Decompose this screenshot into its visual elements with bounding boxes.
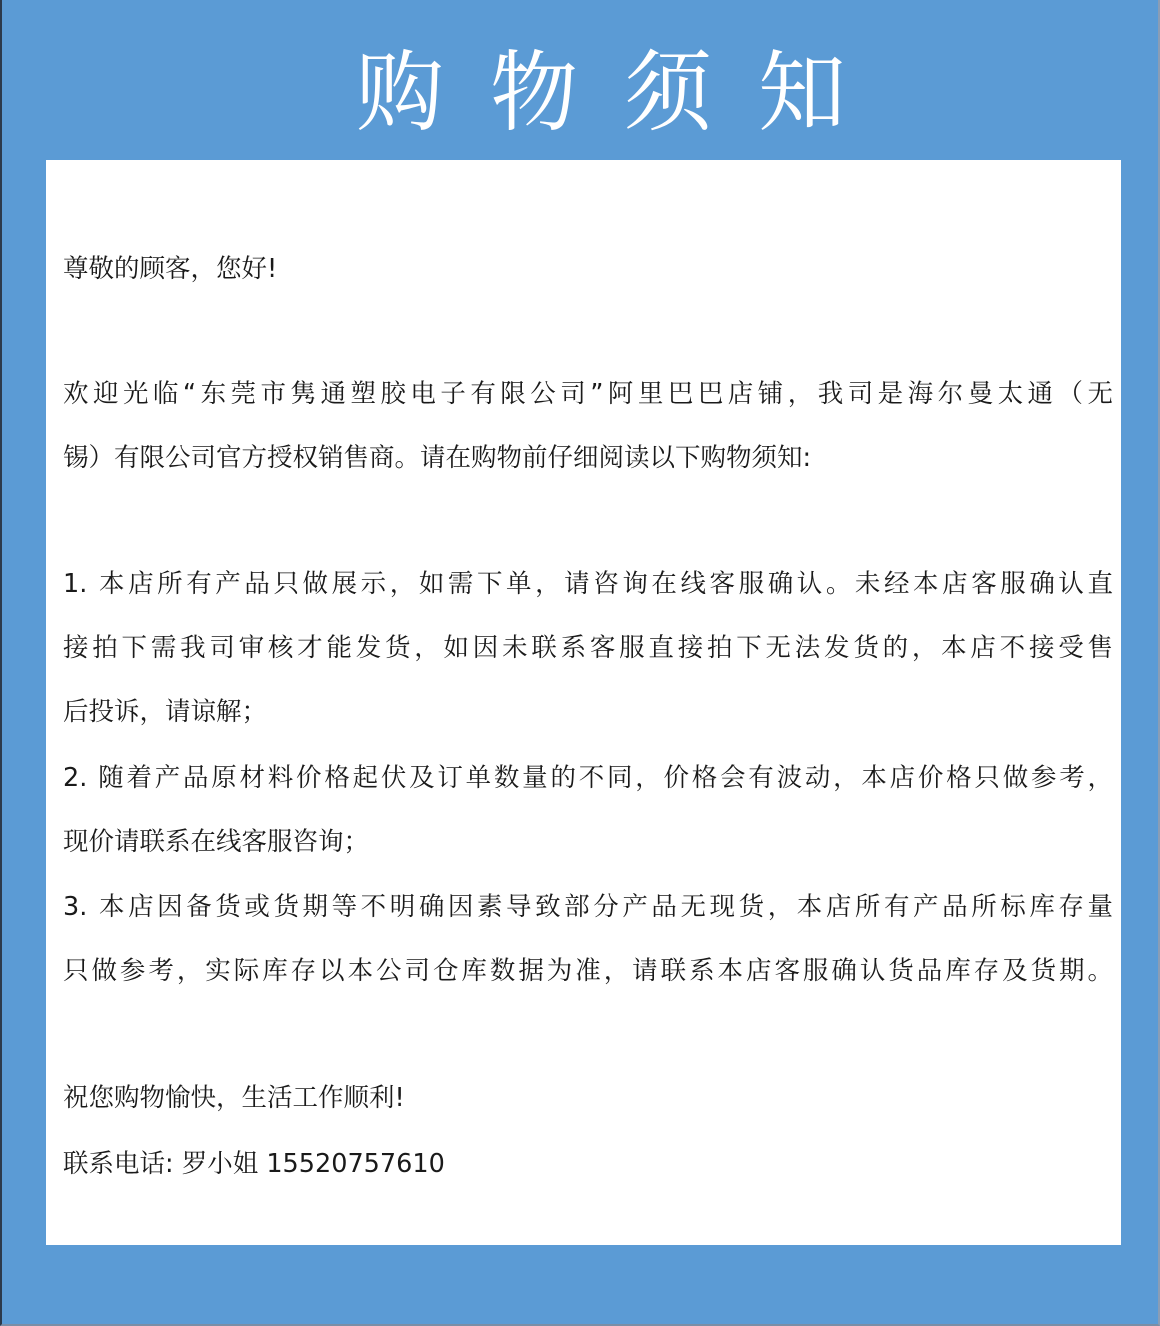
greeting-text: 尊敬的顾客，您好!	[63, 254, 278, 284]
notice-line: 后投诉，请谅解；	[63, 697, 268, 727]
notice-line: 接拍下需我司审核才能发货，如因未联系客服直接拍下无法发货的，本店不接受售	[63, 633, 1113, 663]
notice-line: 现价请联系在线客服咨询；	[63, 827, 370, 857]
notice-line: 只做参考，实际库存以本公司仓库数据为准，请联系本店客服确认货品库存及货期。	[63, 956, 1113, 986]
closing-wish	[63, 1066, 1113, 1130]
notice-line: 2. 随着产品原材料价格起伏及订单数量的不同，价格会有波动，本店价格只做参考，	[63, 763, 1113, 793]
notice-item-3	[63, 875, 1113, 1003]
contact-phone: 15520757610	[266, 1149, 445, 1179]
notice-item-1	[63, 552, 1113, 744]
intro-line: 锡）有限公司官方授权销售商。请在购物前仔细阅读以下购物须知:	[63, 443, 812, 473]
intro-line: 欢迎光临“东莞市隽通塑胶电子有限公司”阿里巴巴店铺，我司是海尔曼太通（无	[63, 379, 1113, 409]
notice-line: 1. 本店所有产品只做展示，如需下单，请咨询在线客服确认。未经本店客服确认直	[63, 569, 1113, 599]
contact-name: 罗小姐	[181, 1149, 259, 1179]
notice-panel	[46, 160, 1121, 1245]
contact-line	[63, 1132, 1113, 1196]
notice-line: 3. 本店因备货或货期等不明确因素导致部分产品无现货，本店所有产品所标库存量	[63, 892, 1113, 922]
contact-info	[63, 1132, 1113, 1196]
greeting	[63, 237, 1113, 301]
page-title: 购物须知	[355, 41, 892, 144]
closing-text: 祝您购物愉快，生活工作顺利!	[63, 1083, 405, 1113]
contact-label: 联系电话:	[63, 1149, 174, 1179]
intro-paragraph	[63, 362, 1113, 490]
notice-item-2	[63, 746, 1113, 874]
